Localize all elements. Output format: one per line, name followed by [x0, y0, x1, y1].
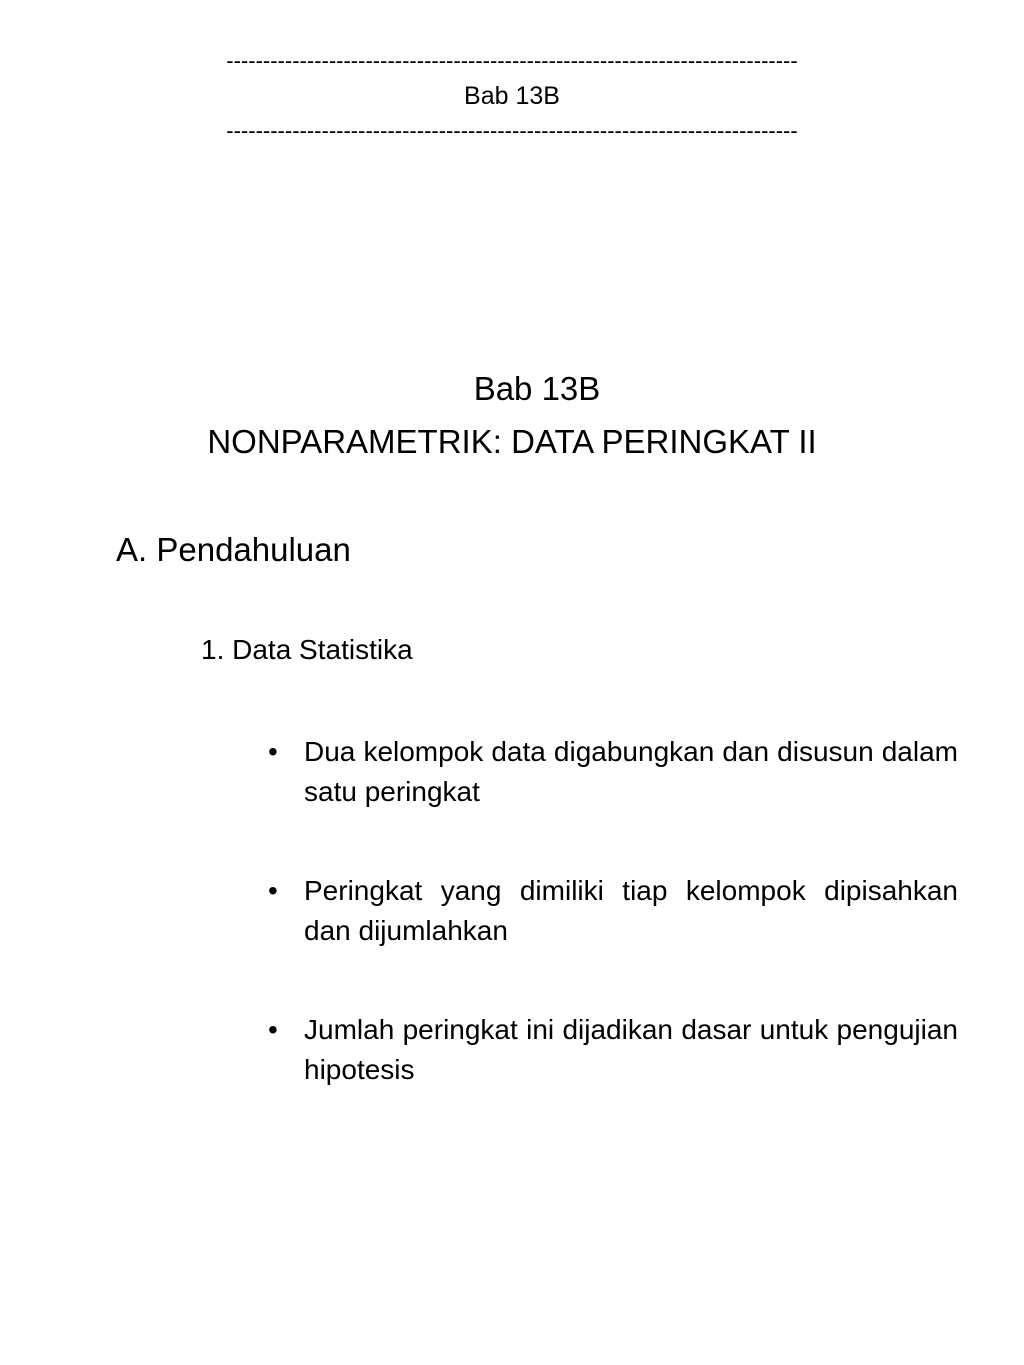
- header-rule-top: ------------------------------------------------------------------------------: [226, 48, 798, 73]
- bullet-list: [268, 732, 958, 1149]
- bullet-text: Dua kelompok data digabungkan dan disusun dalam satu peringkat: [304, 736, 958, 807]
- page-title: NONPARAMETRIK: DATA PERINGKAT II: [207, 423, 817, 460]
- bullet-marker: •: [268, 1014, 278, 1045]
- section-heading: A. Pendahuluan: [116, 531, 351, 568]
- bullet-text: Jumlah peringkat ini dijadikan dasar untuk pengujian hipotesis: [304, 1014, 958, 1085]
- list-item: [268, 1010, 958, 1090]
- bullet-text: Peringkat yang dimiliki tiap kelompok dipisahkan dan dijumlahkan: [304, 875, 958, 946]
- list-item: [268, 871, 958, 951]
- running-header-title: Bab 13B: [464, 82, 560, 110]
- header-rule-bottom: ------------------------------------------------------------------------------: [226, 118, 798, 143]
- list-item: [268, 732, 958, 812]
- bullet-marker: •: [268, 736, 278, 767]
- bullet-marker: •: [268, 875, 278, 906]
- chapter-label: Bab 13B: [473, 370, 601, 407]
- subsection-heading: 1. Data Statistika: [201, 634, 413, 665]
